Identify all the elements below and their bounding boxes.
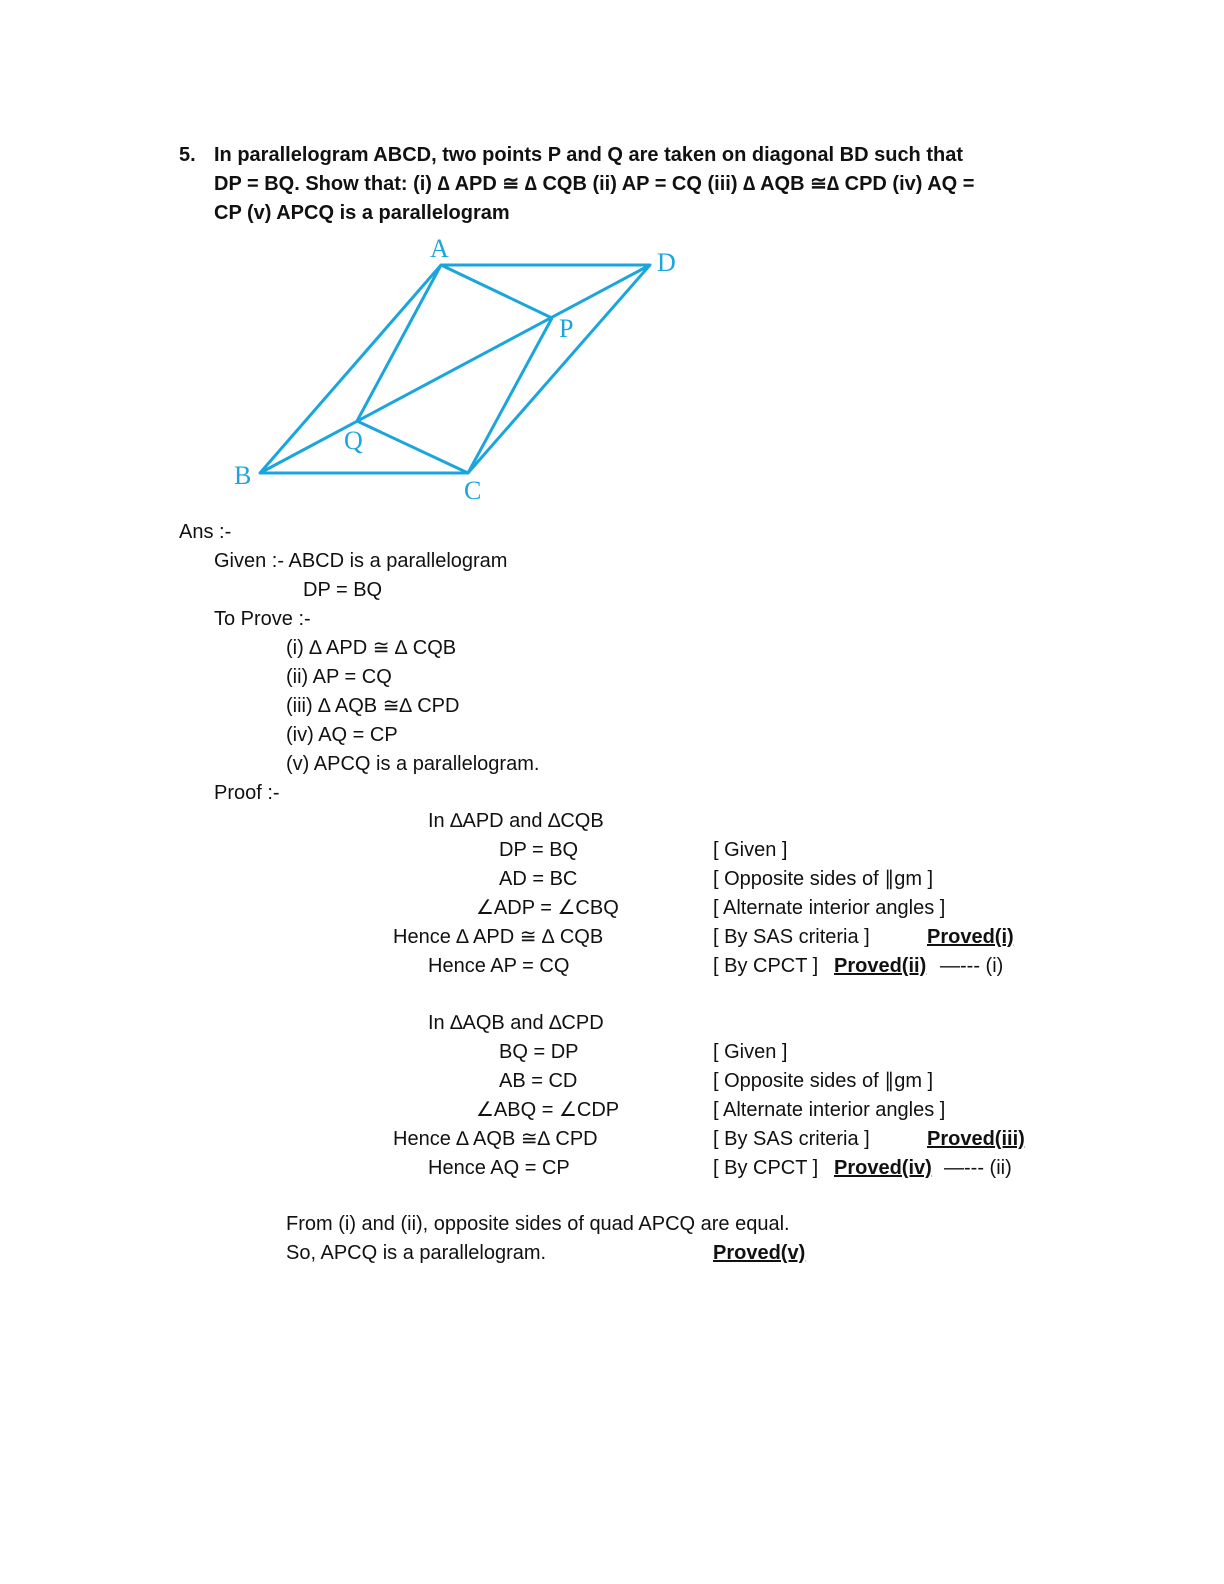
- part1-reason: [ Opposite sides of ∥gm ]: [713, 868, 934, 890]
- vertex-label-d: D: [657, 248, 676, 277]
- point-label-p: P: [559, 314, 574, 343]
- part1-reason: [ Alternate interior angles ]: [713, 897, 946, 919]
- vertex-label-a: A: [430, 234, 449, 263]
- part1-statement: Hence AP = CQ: [428, 955, 570, 977]
- part2-statement: Hence AQ = CP: [428, 1157, 570, 1179]
- part1-reason: [ Given ]: [713, 839, 788, 861]
- part1-reason: [ By CPCT ]: [713, 955, 819, 977]
- equation-ref-i: —--- (i): [940, 955, 1004, 977]
- question-number: 5.: [179, 144, 196, 166]
- proved-ii: Proved(ii): [834, 955, 927, 977]
- to-prove-item: (v) APCQ is a parallelogram.: [286, 753, 540, 775]
- part1-statement: Hence ∆ APD ≅ ∆ CQB: [393, 926, 604, 948]
- question-line-1: In parallelogram ABCD, two points P and Q are taken on diagonal BD such that: [214, 144, 963, 166]
- proof-label: Proof :-: [214, 782, 280, 804]
- parallelogram-figure: [0, 0, 1224, 520]
- part1-statement: ∠ADP = ∠CBQ: [476, 897, 619, 919]
- part2-statement: ∠ABQ = ∠CDP: [476, 1099, 620, 1121]
- given-line: Given :- ABCD is a parallelogram: [214, 550, 508, 572]
- part1-heading: In ∆APD and ∆CQB: [428, 810, 604, 832]
- proved-i: Proved(i): [927, 926, 1014, 948]
- question-line-3: CP (v) APCQ is a parallelogram: [214, 202, 510, 224]
- proved-v: Proved(v): [713, 1242, 806, 1264]
- to-prove-item: (ii) AP = CQ: [286, 666, 392, 688]
- part2-statement: BQ = DP: [499, 1041, 579, 1063]
- part2-reason: [ By CPCT ]: [713, 1157, 819, 1179]
- to-prove-label: To Prove :-: [214, 608, 311, 630]
- part2-statement: AB = CD: [499, 1070, 578, 1092]
- part2-heading: In ∆AQB and ∆CPD: [428, 1012, 604, 1034]
- part2-reason: [ Opposite sides of ∥gm ]: [713, 1070, 934, 1092]
- part2-reason: [ By SAS criteria ]: [713, 1128, 870, 1150]
- conclusion-line-2: So, APCQ is a parallelogram.: [286, 1242, 547, 1264]
- proved-iv: Proved(iv): [834, 1157, 932, 1179]
- question-line-2: DP = BQ. Show that: (i) ∆ APD ≅ ∆ CQB (ii) AP = CQ (iii) ∆ AQB ≅∆ CPD (iv) AQ =: [214, 173, 975, 195]
- part1-statement: AD = BC: [499, 868, 578, 890]
- vertex-label-b: B: [234, 461, 252, 490]
- to-prove-item: (iv) AQ = CP: [286, 724, 398, 746]
- vertex-label-c: C: [464, 476, 482, 505]
- part1-reason: [ By SAS criteria ]: [713, 926, 870, 948]
- to-prove-item: (i) ∆ APD ≅ ∆ CQB: [286, 637, 457, 659]
- part1-statement: DP = BQ: [499, 839, 579, 861]
- to-prove-item: (iii) ∆ AQB ≅∆ CPD: [286, 695, 460, 717]
- point-label-q: Q: [344, 426, 363, 455]
- given-condition: DP = BQ: [303, 579, 383, 601]
- equation-ref-ii: —--- (ii): [944, 1157, 1012, 1179]
- part2-statement: Hence ∆ AQB ≅∆ CPD: [393, 1128, 598, 1150]
- part2-reason: [ Given ]: [713, 1041, 788, 1063]
- ans-label: Ans :-: [179, 521, 232, 543]
- part2-reason: [ Alternate interior angles ]: [713, 1099, 946, 1121]
- conclusion-line-1: From (i) and (ii), opposite sides of quad APCQ are equal.: [286, 1213, 790, 1235]
- proved-iii: Proved(iii): [927, 1128, 1025, 1150]
